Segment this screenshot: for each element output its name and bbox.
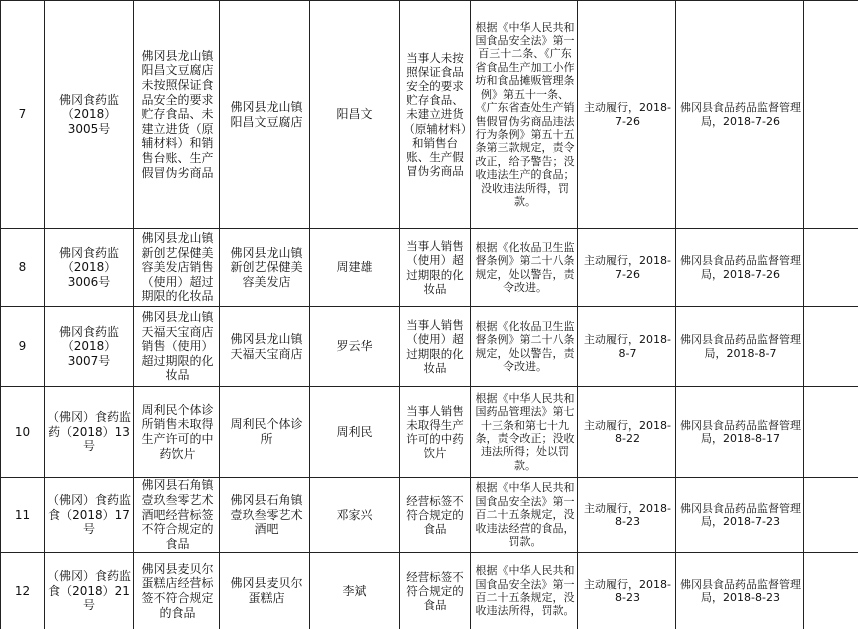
cell-blank [804, 478, 858, 553]
table-row [1, 1, 858, 229]
table-row [1, 229, 858, 307]
cell-person: 邓家兴 [310, 478, 400, 553]
cell-blank [804, 553, 858, 629]
table-row [1, 307, 858, 387]
cell-party: 佛冈县龙山镇阳昌文豆腐店 [220, 1, 310, 229]
cell-case-name: 佛冈县龙山镇新创艺保健美容美发店销售（使用）超过期限的化妆品 [134, 229, 220, 307]
cell-blank [804, 229, 858, 307]
table-row [1, 553, 858, 629]
cell-basis: 根据《中华人民共和国食品安全法》第一百二十五条规定，没收违法经营的食品，罚款。 [471, 478, 578, 553]
cell-doc-no: （佛冈）食药监食（2018）17号 [45, 478, 134, 553]
cell-person: 阳昌文 [310, 1, 400, 229]
cell-status: 主动履行，2018-7-26 [578, 229, 676, 307]
cell-doc-no: （佛冈）食药监药（2018）13号 [45, 387, 134, 478]
cell-status: 主动履行，2018-8-23 [578, 478, 676, 553]
cell-org: 佛冈县食品药品监督管理局，2018-7-26 [676, 229, 804, 307]
cell-party: 佛冈县龙山镇新创艺保健美容美发店 [220, 229, 310, 307]
cell-basis: 根据《化妆品卫生监督条例》第二十八条规定，处以警告，责令改进。 [471, 307, 578, 387]
cell-facts: 当事人销售（使用）超过期限的化妆品 [400, 229, 471, 307]
cell-org: 佛冈县食品药品监督管理局，2018-8-7 [676, 307, 804, 387]
cell-status: 主动履行，2018-8-7 [578, 307, 676, 387]
cell-party: 周利民个体诊所 [220, 387, 310, 478]
cell-seq: 11 [1, 478, 45, 553]
cell-blank [804, 1, 858, 229]
cell-seq: 8 [1, 229, 45, 307]
cell-party: 佛冈县麦贝尔蛋糕店 [220, 553, 310, 629]
cell-facts: 当事人销售（使用）超过期限的化妆品 [400, 307, 471, 387]
cell-facts: 当事人未按照保证食品安全的要求贮存食品、未建立进货（原辅材料）和销售台账、生产假冒伪劣商品 [400, 1, 471, 229]
cell-facts: 经营标签不符合规定的食品 [400, 478, 471, 553]
cell-person: 周利民 [310, 387, 400, 478]
cell-case-name: 周利民个体诊所销售未取得生产许可的中药饮片 [134, 387, 220, 478]
cell-case-name: 佛冈县龙山镇阳昌文豆腐店未按照保证食品安全的要求贮存食品、未建立进货（原辅材料）和销售台账、生产假冒伪劣商品 [134, 1, 220, 229]
cell-status: 主动履行，2018-8-23 [578, 553, 676, 629]
cell-doc-no: 佛冈食药监（2018）3006号 [45, 229, 134, 307]
cell-basis: 根据《中华人民共和国药品管理法》第七十三条和第七十九条，责令改正；没收违法所得；处以罚款。 [471, 387, 578, 478]
cell-basis: 根据《化妆品卫生监督条例》第二十八条规定，处以警告，责令改进。 [471, 229, 578, 307]
cell-person: 周建雄 [310, 229, 400, 307]
cell-party: 佛冈县石角镇壹玖叁零艺术酒吧 [220, 478, 310, 553]
cell-case-name: 佛冈县麦贝尔蛋糕店经营标签不符合规定的食品 [134, 553, 220, 629]
cell-doc-no: 佛冈食药监（2018）3005号 [45, 1, 134, 229]
cell-case-name: 佛冈县龙山镇天福天宝商店销售（使用）超过期限的化妆品 [134, 307, 220, 387]
cell-seq: 9 [1, 307, 45, 387]
cell-basis: 根据《中华人民共和国食品安全法》第一百三十二条、《广东省食品生产加工小作坊和食品摊贩管理条例》第五十一条、《广东省查处生产销售假冒伪劣商品违法行为条例》第五十五条第三款规定，责令改正，给予警告；没收违法生产的食品；没收违法所得，罚款。 [471, 1, 578, 229]
cell-seq: 10 [1, 387, 45, 478]
cell-org: 佛冈县食品药品监督管理局，2018-8-17 [676, 387, 804, 478]
cell-status: 主动履行，2018-8-22 [578, 387, 676, 478]
cell-facts: 经营标签不符合规定的食品 [400, 553, 471, 629]
cell-seq: 12 [1, 553, 45, 629]
cell-case-name: 佛冈县石角镇壹玖叁零艺术酒吧经营标签不符合规定的食品 [134, 478, 220, 553]
cell-status: 主动履行，2018-7-26 [578, 1, 676, 229]
cell-blank [804, 387, 858, 478]
table-row [1, 387, 858, 478]
cell-facts: 当事人销售未取得生产许可的中药饮片 [400, 387, 471, 478]
cell-org: 佛冈县食品药品监督管理局，2018-8-23 [676, 553, 804, 629]
cell-party: 佛冈县龙山镇天福天宝商店 [220, 307, 310, 387]
cell-person: 罗云华 [310, 307, 400, 387]
cell-blank [804, 307, 858, 387]
cell-person: 李斌 [310, 553, 400, 629]
cell-seq: 7 [1, 1, 45, 229]
cell-doc-no: 佛冈食药监（2018）3007号 [45, 307, 134, 387]
cell-basis: 根据《中华人民共和国食品安全法》第一百二十五条规定，没收违法所得，罚款。 [471, 553, 578, 629]
cell-org: 佛冈县食品药品监督管理局，2018-7-26 [676, 1, 804, 229]
table-row [1, 478, 858, 553]
cell-doc-no: （佛冈）食药监食（2018）21号 [45, 553, 134, 629]
cell-org: 佛冈县食品药品监督管理局，2018-7-23 [676, 478, 804, 553]
